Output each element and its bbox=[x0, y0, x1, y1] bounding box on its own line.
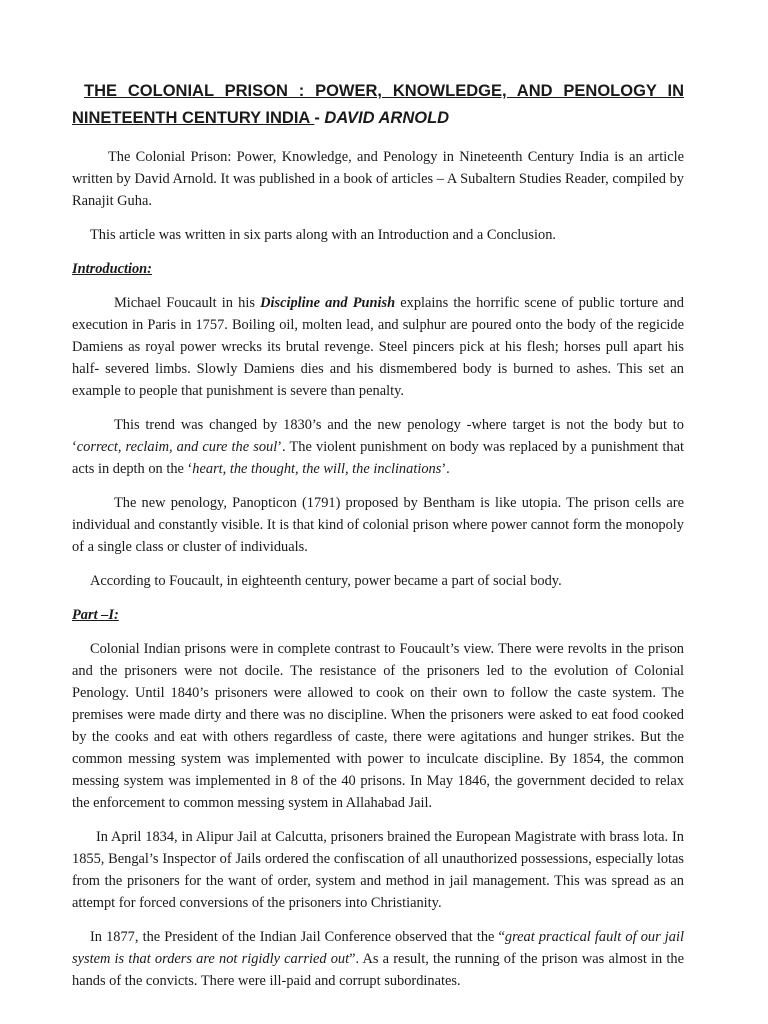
p4-text-a: This trend was changed by 1830’s and the new penology -where target is not the body but to ‘ bbox=[72, 417, 684, 455]
paragraph-social-body: According to Foucault, in eighteenth century, power became a part of social body. bbox=[90, 573, 562, 589]
heading-part-1: Part –I: bbox=[72, 607, 119, 623]
p4-text-b: ’. The violent punishment on body was replaced by a punishment that acts in depth on the ‘ bbox=[72, 439, 684, 477]
paragraph-colonial-prisons: Colonial Indian prisons were in complete contrast to Foucault’s view. There were revolts in the prison and the prisoners were not docile. The resistance of the prisoners led to the evolution of Colonial Penology. Until 1840’s prisoners were allowed to cook on their own to follow the caste system. The premises were made dirty and there was no discipline. When the prisoners were asked to eat food cooked by the cooks and eat with others regardless of caste, there were agitations and hunger strikes. But the common messing system was implemented with power to inculcate discipline. By 1854, the common messing system was implemented in 8 of the 40 prisons. In May 1846, the government decided to relax the enforcement to common messing system in Allahabad Jail. bbox=[72, 641, 684, 811]
intro-paragraph-2: This article was written in six parts along with an Introduction and a Conclusion. bbox=[90, 227, 557, 243]
paragraph-panopticon: The new penology, Panopticon (1791) proposed by Bentham is like utopia. The prison cells are individual and constantly visible. It is that kind of colonial prison where power cannot form the monopoly of a single class or cluster of individuals. bbox=[72, 495, 684, 555]
p9-quote: great practical fault of our jail system is that orders are not rigidly carried out bbox=[72, 929, 684, 967]
paragraph-new-penology bbox=[72, 414, 684, 480]
p3-text-a: Michael Foucault in his bbox=[114, 295, 261, 311]
paragraph-jail-conference bbox=[72, 926, 684, 992]
p4-quote-2: heart, the thought, the will, the inclinations bbox=[192, 461, 442, 477]
p3-text-b: explains the horrific scene of public torture and execution in Paris in 1757. Boiling oil, molten lead, and sulphur are poured onto the body of the regicide Damiens as royal power wrecks its brutal revenge. Steel pincers pick at his flesh; horses pull apart his half- severed limbs. Slowly Damiens dies and his dismembered body is burned to ashes. This set an example to people that punishment is severe than penalty. bbox=[72, 295, 685, 399]
title-separator: - bbox=[314, 109, 325, 127]
paragraph-alipur-jail: In April 1834, in Alipur Jail at Calcutta, prisoners brained the European Magistrate with brass lota. In 1855, Bengal’s Inspector of Jails ordered the confiscation of all unauthorized possessions, especially lotas from the prisoners for the want of order, system and method in jail management. This was spread as an attempt for forced conversions of the prisoners into Christianity. bbox=[72, 829, 684, 911]
p9-text-b: ”. As a result, the running of the prison was almost in the hands of the convicts. There were ill-paid and corrupt subordinates. bbox=[72, 951, 684, 989]
title-line-1: THE COLONIAL PRISON : POWER, KNOWLEDGE, AND PENOLOGY IN bbox=[84, 82, 684, 100]
p4-quote-1: correct, reclaim, and cure the soul bbox=[76, 439, 278, 455]
intro-paragraph-1: The Colonial Prison: Power, Knowledge, and Penology in Nineteenth Century India is an article written by David Arnold. It was published in a book of articles – A Subaltern Studies Reader, compiled by Ranajit Guha. bbox=[72, 149, 684, 209]
title-author: DAVID ARNOLD bbox=[324, 109, 450, 127]
p9-text-a: In 1877, the President of the Indian Jail Conference observed that the “ bbox=[90, 929, 505, 945]
document-title bbox=[72, 78, 684, 132]
heading-introduction: Introduction: bbox=[72, 261, 152, 277]
book-title: Discipline and Punish bbox=[260, 295, 396, 311]
p4-text-c: ’. bbox=[441, 461, 450, 477]
paragraph-foucault bbox=[72, 292, 684, 402]
title-line-2: NINETEENTH CENTURY INDIA bbox=[72, 109, 315, 127]
